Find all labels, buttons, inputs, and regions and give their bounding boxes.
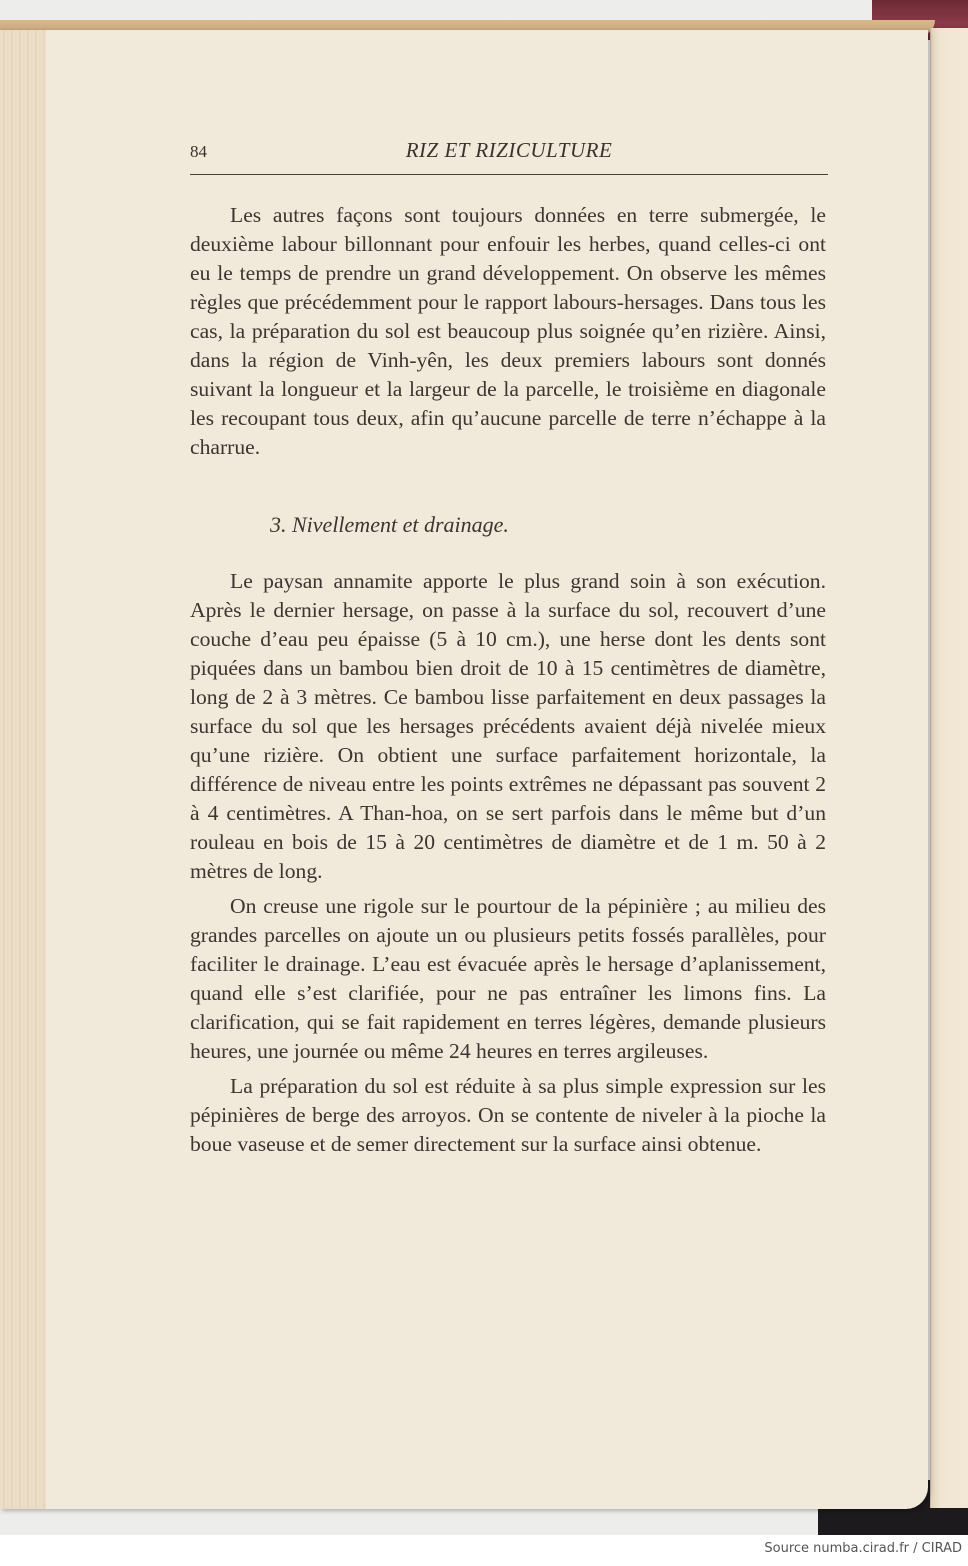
page-stack-edge [0,30,46,1509]
paragraph: Le paysan annamite apporte le plus grand soin à son exécution. Après le dernier hersage, on passe à la surface du sol, recouvert d’une couche d’eau peu épaisse (5 à 10 cm.), une herse dont les dents sont piquées dans un bambou bien droit de 10 à 15 centimètres de diamètre, long de 2 à 3 mètres. Ce bambou lisse parfaitement en deux passages la surface du sol que les hersages précédents avaient déjà nivelée mieux qu’une rizière. On obtient une surface parfaitement horizontale, la différence de niveau entre les points extrêmes ne dépassant pas souvent 2 à 4 centimètres. A Than-hoa, on se sert parfois dans le même but d’un rouleau en bois de 15 à 20 centimètres de diamètre et de 1 m. 50 à 2 mètres de long. [190,569,826,883]
section-heading: 3. Nivellement et drainage. [270,512,509,537]
header-rule [190,174,828,175]
body-text [190,201,826,1159]
running-header [190,138,828,168]
paragraph: La préparation du sol est réduite à sa plus simple expression sur les pépinières de berge des arroyos. On se contente de niveler à la pioche la boue vaseuse et de semer directement sur la surface ainsi obtenue. [190,1074,826,1156]
next-page-edge [930,28,968,1508]
running-title: RIZ ET RIZICULTURE [405,138,613,162]
source-caption: Source numba.cirad.fr / CIRAD [764,1541,962,1556]
paragraph: Les autres façons sont toujours données en terre submergée, le deuxième labour billonnant pour enfouir les herbes, quand celles-ci ont eu le temps de prendre un grand développement. On observe les mêmes règles que précédemment pour le rapport labours-hersages. Dans tous les cas, la préparation du sol est beaucoup plus soignée qu’en rizière. Ainsi, dans la région de Vinh-yên, les deux premiers labours sont donnés suivant la longueur et la largeur de la parcelle, le troisième en diagonale les recoupant tous deux, afin qu’aucune parcelle de terre n’échappe à la charrue. [190,203,826,459]
page-number: 84 [190,142,207,161]
paragraph: On creuse une rigole sur le pourtour de la pépinière ; au milieu des grandes parcelles on ajoute un ou plusieurs petits fossés parallèles, pour faciliter le drainage. L’eau est évacuée après le hersage d’aplanissement, quand elle s’est clarifiée, pour ne pas entraîner les limons fins. La clarification, qui se fait rapidement en terres légères, demande plusieurs heures, une journée ou même 24 heures en terres argileuses. [190,894,826,1063]
